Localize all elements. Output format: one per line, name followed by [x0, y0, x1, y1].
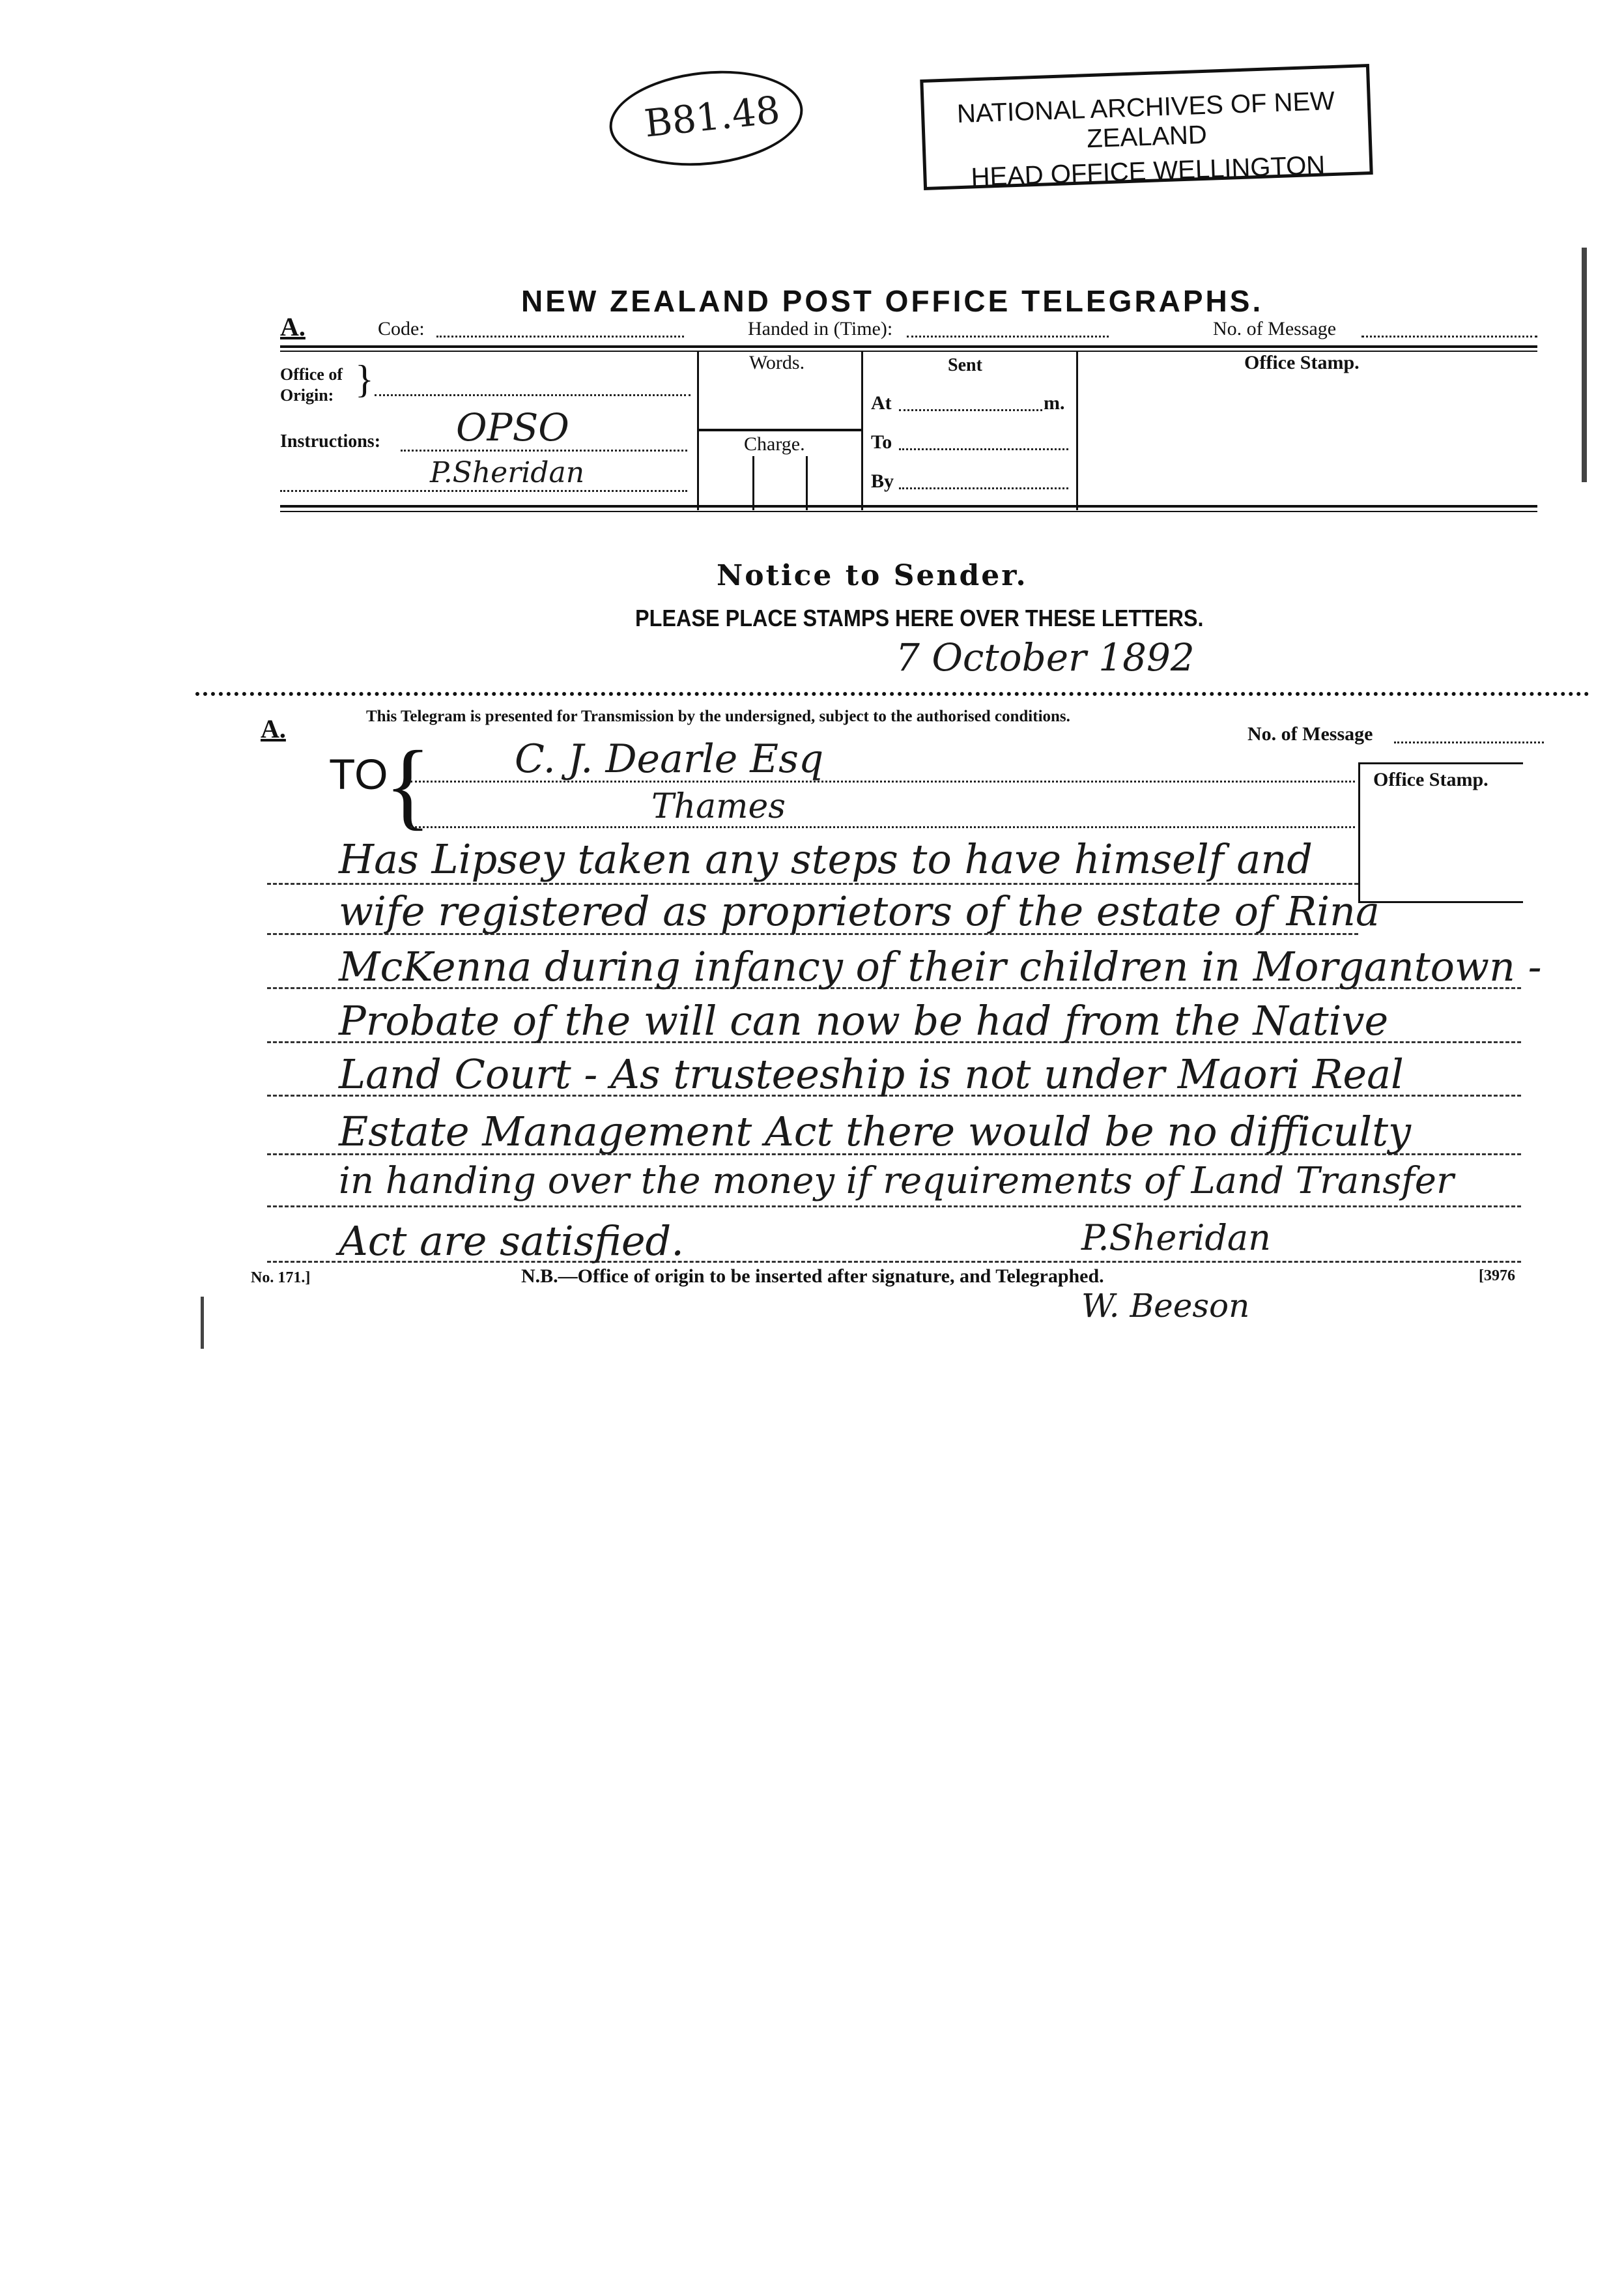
instructions-label: Instructions: [280, 431, 381, 452]
archive-stamp [920, 64, 1373, 190]
archive-stamp-line1: NATIONAL ARCHIVES OF NEW ZEALAND [956, 86, 1335, 154]
archive-reference-oval [605, 62, 807, 175]
instructions-signature: P.Sheridan [430, 456, 585, 489]
footer-code: [3976 [1479, 1267, 1515, 1284]
scan-edge-mark [201, 1297, 204, 1349]
by-label: By [871, 470, 894, 492]
message-line: Act are satisfied. [339, 1217, 684, 1265]
handed-in-label: Handed in (Time): [748, 318, 893, 339]
at-label: At [871, 392, 892, 414]
top-form-rule-lower [280, 505, 1537, 508]
words-charge-rule [699, 429, 861, 431]
instructions-value: OPSO [456, 405, 569, 450]
addressee-brace: { [384, 731, 431, 839]
instructions-field [401, 450, 687, 452]
form-number: No. 171.] [251, 1269, 311, 1286]
office-of-origin-label-2: Origin: [280, 386, 334, 405]
top-form-divider-2 [861, 351, 863, 510]
handed-in-field [907, 336, 1109, 338]
office-of-origin-brace: } [355, 358, 374, 401]
message-line: Probate of the will can now be had from the Native [339, 997, 1389, 1044]
page-title: NEW ZEALAND POST OFFICE TELEGRAPHS. [521, 284, 1264, 318]
message-line: wife registered as proprietors of the estate of Rina [339, 887, 1380, 935]
to-field-top [899, 448, 1068, 450]
notice-instruction: PLEASE PLACE STAMPS HERE OVER THESE LETTERS. [635, 605, 1204, 631]
ruled-line-7 [267, 1205, 1521, 1207]
addressee-line1: C. J. Dearle Esq [515, 736, 824, 782]
top-form-rule-lower-thin [280, 511, 1537, 512]
footer-note: N.B.—Office of origin to be inserted after signature, and Telegraphed. [521, 1265, 1104, 1287]
m-label: m. [1044, 392, 1065, 414]
charge-label: Charge. [744, 433, 805, 455]
message-line: Land Court - As trusteeship is not under Maori Real [339, 1050, 1404, 1098]
archive-reference: B81.48 [642, 87, 782, 146]
office-of-origin-field [375, 394, 691, 396]
no-of-message-label-bottom: No. of Message [1247, 723, 1373, 745]
message-line: Estate Management Act there would be no difficulty [339, 1108, 1412, 1155]
office-stamp-label-top: Office Stamp. [1244, 352, 1360, 373]
to-label-bottom: TO [329, 750, 388, 798]
top-form-divider-3 [1076, 351, 1078, 510]
words-label: Words. [749, 352, 805, 373]
presented-text: This Telegram is presented for Transmission by the undersigned, subject to the authorised conditions. [366, 708, 1070, 725]
message-line: McKenna during infancy of their children in Morgantown - [339, 943, 1542, 990]
code-field [436, 336, 684, 338]
top-form-rule-upper [280, 345, 1537, 348]
charge-divider-b [806, 456, 808, 510]
notice-title: Notice to Sender. [717, 559, 1028, 592]
sender-signature: P.Sheridan [1081, 1217, 1271, 1258]
section-letter-bottom: A. [261, 714, 286, 743]
office-stamp-label-bottom: Office Stamp. [1373, 769, 1489, 790]
code-label: Code: [378, 318, 425, 339]
no-of-message-field-top [1361, 336, 1537, 338]
scan-edge-mark [1582, 248, 1587, 482]
section-letter-top: A. [280, 312, 306, 341]
archive-stamp-line2: HEAD OFFICE WELLINGTON [970, 151, 1326, 192]
telegraphed-initials: W. Beeson [1081, 1287, 1250, 1325]
message-line: in handing over the money if requirements of Land Transfer [339, 1160, 1454, 1202]
addressee-field-2 [410, 826, 1355, 828]
by-field [899, 487, 1068, 489]
charge-divider-a [752, 456, 754, 510]
office-of-origin-label-1: Office of [280, 365, 343, 384]
ruled-line-1 [267, 883, 1358, 885]
notice-date: 7 October 1892 [896, 635, 1195, 680]
instructions-field-2 [280, 490, 687, 492]
to-label-top: To [871, 431, 892, 453]
at-field [899, 409, 1042, 411]
addressee-line2: Thames [651, 787, 786, 826]
no-of-message-field-bottom [1394, 741, 1544, 743]
message-line: Has Lipsey taken any steps to have himself and [339, 835, 1313, 883]
sent-label: Sent [948, 355, 982, 375]
perforation-line [195, 692, 1589, 696]
no-of-message-label-top: No. of Message [1213, 318, 1337, 339]
